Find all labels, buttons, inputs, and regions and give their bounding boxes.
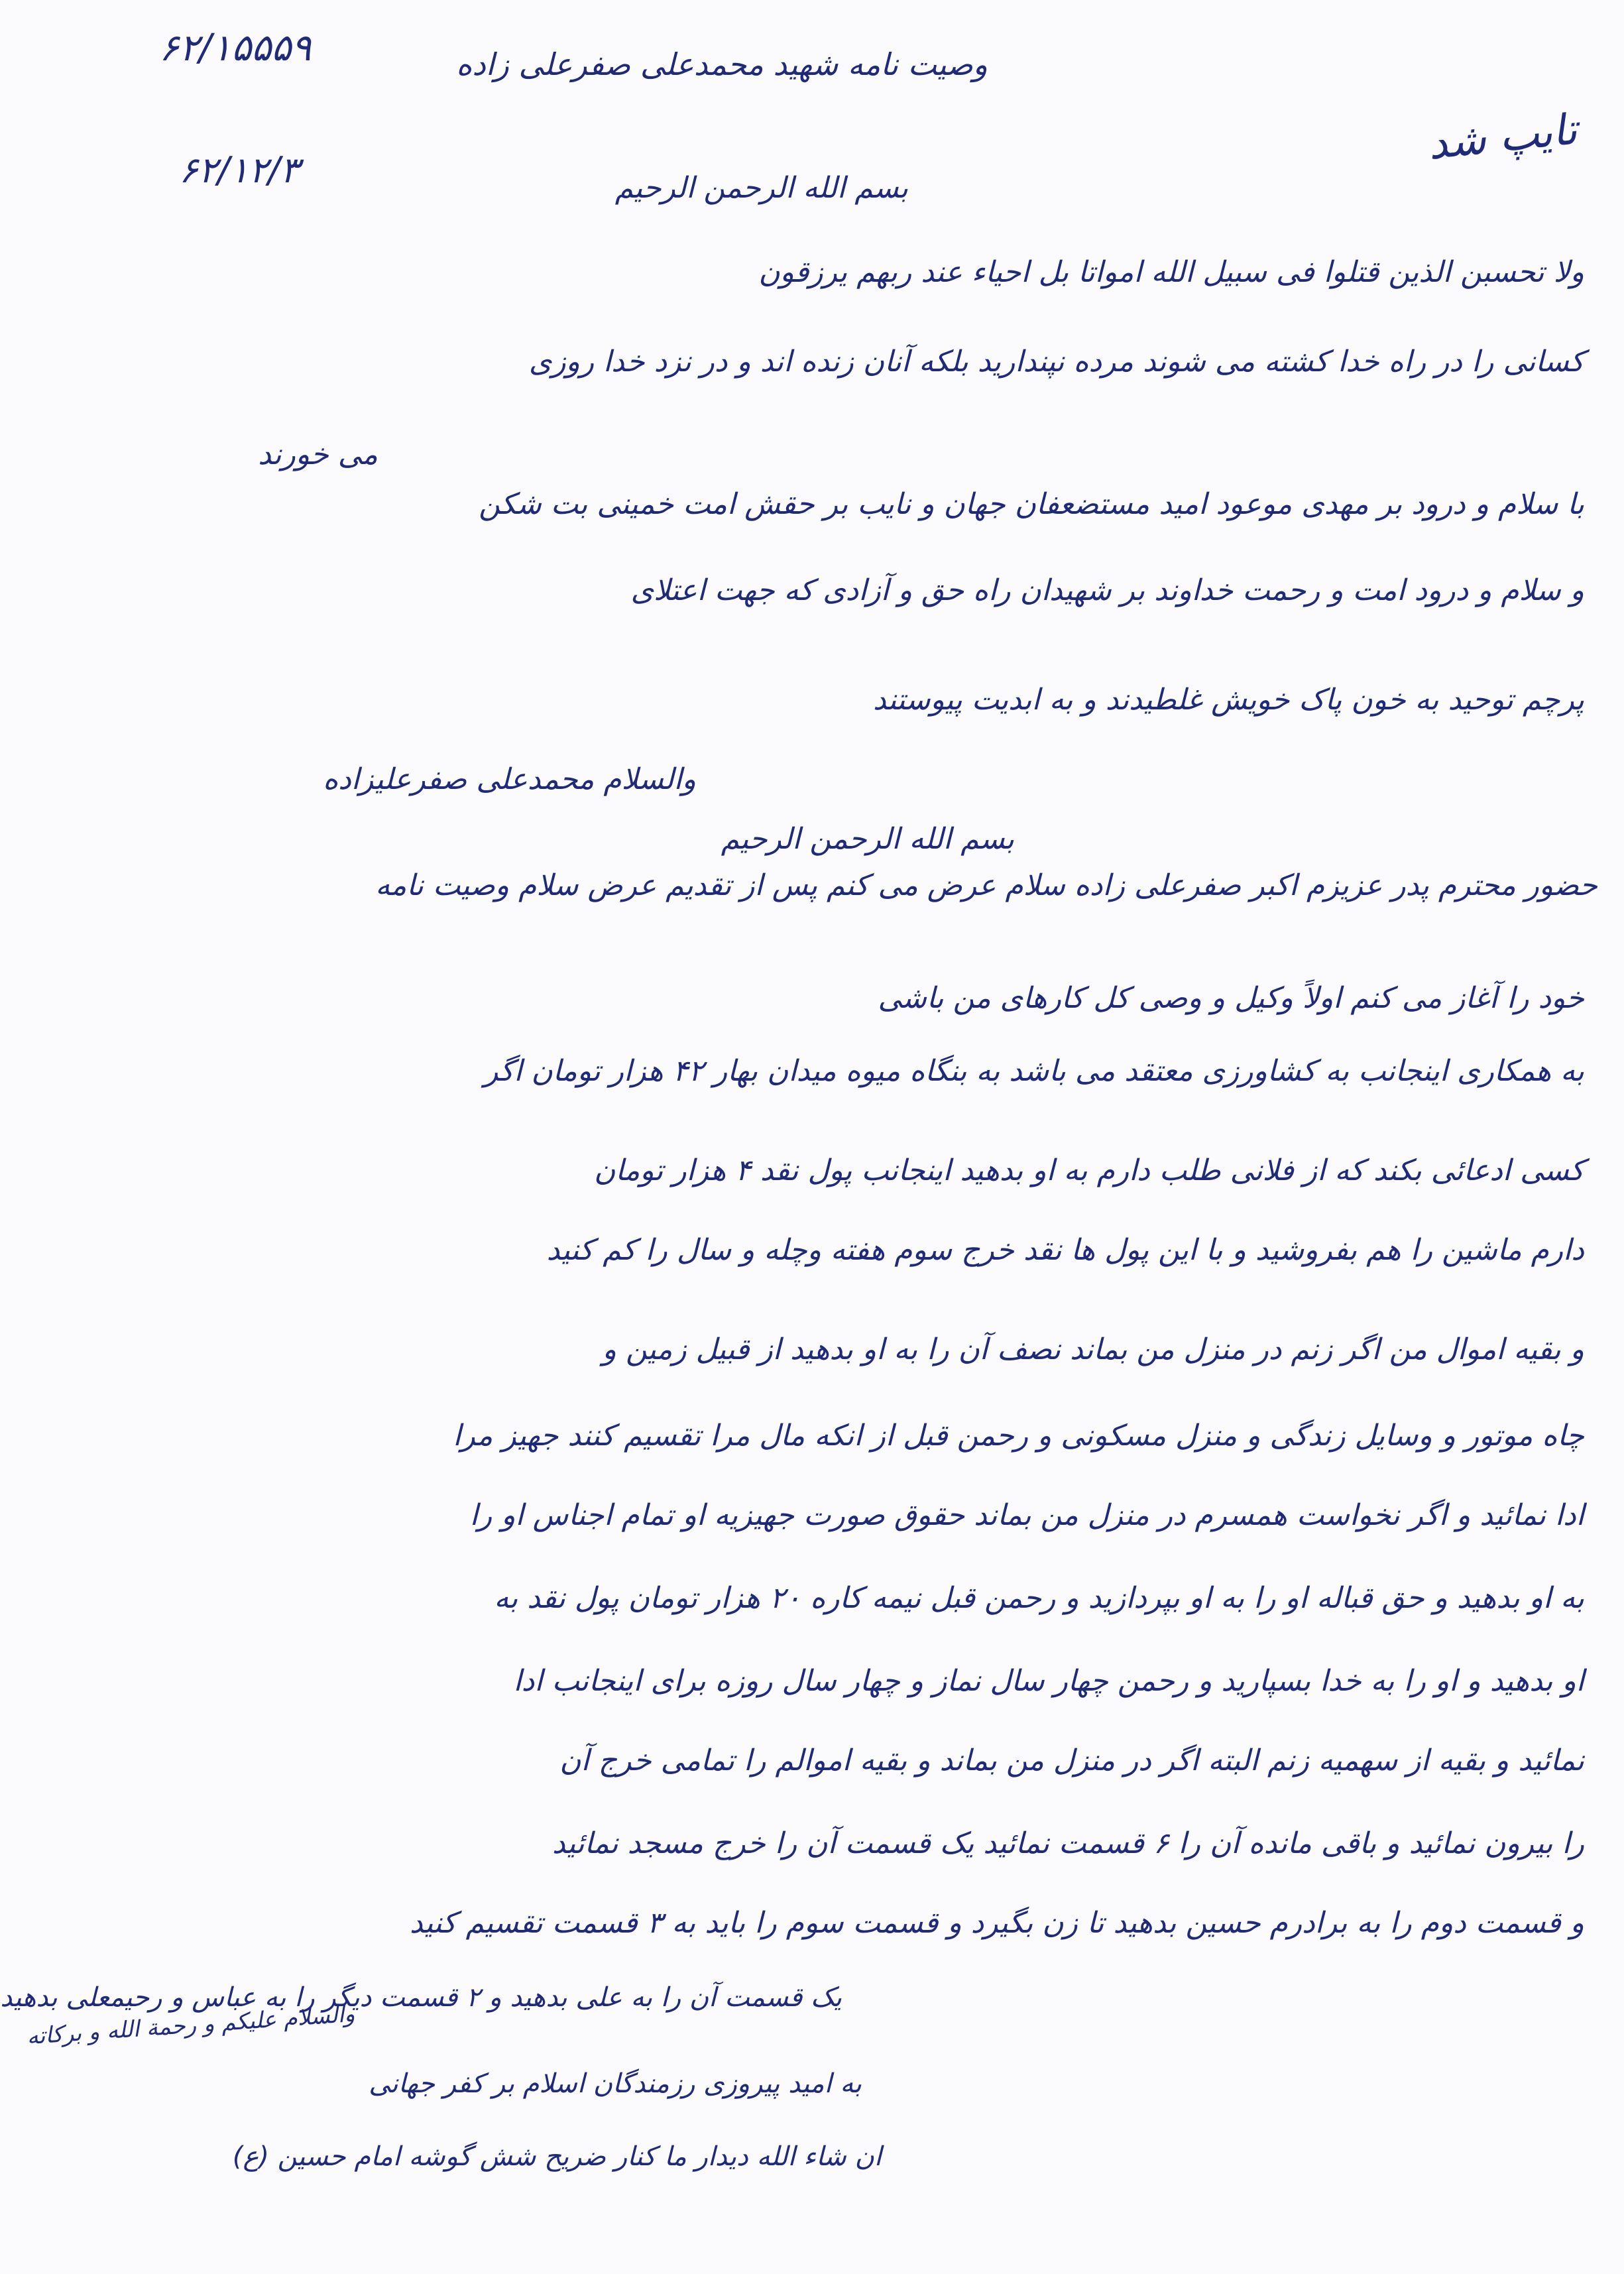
- will-line: و بقیه اموال من اگر زنم در منزل من بماند نصف آن را به او بدهید از قبیل زمین و: [602, 1333, 1584, 1366]
- will-line: دارم ماشین را هم بفروشید و با این پول ها نقد خرج سوم هفته وچله و سال را کم کنید: [546, 1233, 1584, 1267]
- body-line: پرچم توحید به خون پاک خویش غلطیدند و به ابدیت پیوستند: [872, 683, 1584, 717]
- will-line: را بیرون نمائید و باقی مانده آن را ۶ قسمت نمائید یک قسمت آن را خرج مسجد نمائید: [551, 1826, 1584, 1860]
- body-line: ولا تحسبن الذین قتلوا فی سبیل الله امواتا بل احیاء عند ربهم یرزقون: [758, 255, 1584, 289]
- will-line: به همکاری اینجانب به کشاورزی معتقد می باشد به بنگاه میوه میدان بهار ۴۲ هزار تومان اگر: [484, 1054, 1584, 1088]
- will-line: حضور محترم پدر عزیزم اکبر صفرعلی زاده سلام عرض می کنم پس از تقدیم عرض سلام وصیت نامه: [375, 868, 1597, 902]
- will-line: به او بدهید و حق قباله او را به او بپردازید و رحمن قبل نیمه کاره ۲۰ هزار تومان پول نقد به: [494, 1581, 1584, 1615]
- document-date: ۶۲/۱۲/۳: [179, 149, 300, 191]
- section-bismillah: بسم الله الرحمن الرحیم: [721, 822, 1014, 856]
- document-title: وصیت نامه شهید محمدعلی صفرعلی زاده: [456, 46, 988, 82]
- body-line: کسانی را در راه خدا کشته می شوند مرده نپندارید بلکه آنان زنده اند و در نزد خدا روزی: [528, 345, 1584, 379]
- closing-salutation: والسلام علیکم و رحمة الله و برکاته: [26, 2000, 356, 2051]
- will-line: چاه موتور و وسایل زندگی و منزل مسکونی و رحمن قبل از انکه مال مرا تقسیم کنند جهیز مرا: [453, 1419, 1584, 1453]
- status-note: تایپ شد: [1426, 105, 1580, 170]
- body-line: با سلام و درود بر مهدی موعود امید مستضعفان جهان و نایب بر حقش امت خمینی بت شکن: [479, 487, 1584, 521]
- will-line: یک قسمت آن را به علی بدهید و ۲ قسمت دیگر را به عباس و رحیمعلی بدهید: [0, 1982, 842, 2013]
- will-line: به امید پیروزی رزمندگان اسلام بر کفر جهانی: [369, 2068, 862, 2099]
- will-line: او بدهید و او را به خدا بسپارید و رحمن چهار سال نماز و چهار سال روزه برای اینجانب ادا: [513, 1664, 1584, 1698]
- will-line: خود را آغاز می کنم اولاً وکیل و وصی کل کارهای من باشی: [878, 981, 1584, 1015]
- will-line: ان شاء الله دیدار ما کنار ضریح شش گوشه امام حسین (ع): [232, 2141, 882, 2172]
- will-line: نمائید و بقیه از سهمیه زنم البته اگر در منزل من بماند و بقیه اموالم را تمامی خرج آن: [559, 1744, 1584, 1777]
- will-line: کسی ادعائی بکند که از فلانی طلب دارم به او بدهید اینجانب پول نقد ۴ هزار تومان: [594, 1154, 1584, 1187]
- body-line: می خورند: [258, 438, 378, 471]
- reference-number: ۶۲/۱۵۵۵۹: [159, 27, 312, 70]
- signature-line: والسلام محمدعلی صفرعلیزاده: [323, 762, 696, 796]
- body-line: و سلام و درود امت و رحمت خداوند بر شهیدان راه حق و آزادی که جهت اعتلای: [630, 573, 1584, 607]
- will-line: ادا نمائید و اگر نخواست همسرم در منزل من بماند حقوق صورت جهیزیه او تمام اجناس او را: [469, 1498, 1584, 1532]
- will-line: و قسمت دوم را به برادرم حسین بدهید تا زن بگیرد و قسمت سوم را باید به ۳ قسمت تقسیم کنید: [410, 1906, 1584, 1940]
- bismillah-heading: بسم الله الرحمن الرحیم: [614, 171, 908, 205]
